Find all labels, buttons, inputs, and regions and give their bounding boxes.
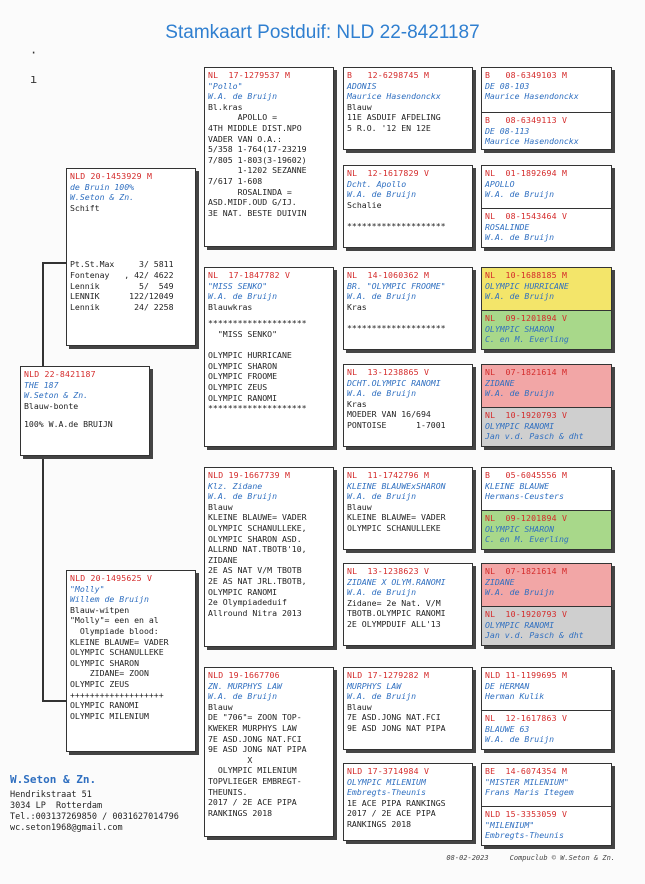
breeder: W.Seton & Zn. [70,192,135,203]
breeder: W.A. de Bruijn [347,189,417,200]
breeder: W.A. de Bruijn [208,691,278,702]
ring-number: NL 01-1892694 M [485,168,568,178]
gen4-sire [482,468,611,510]
page-title: Stamkaart Postduif: NLD 22-8421187 [165,22,480,43]
color: Blauw [347,501,372,512]
breeder: W.A. de Bruijn [347,587,417,598]
pigeon-name: ZN. MURPHYS LAW [208,680,282,691]
results: Pt.St.Max 3/ 5811 Fontenay , 42/ 4622 Lennik 5/ 549 LENNIK 122/12049 Lennik 24/ 2258 [70,259,174,312]
gen3-card [343,364,473,447]
details: 2017 / 2E ACE PIPA RANKINGS 2018 [347,808,436,829]
gen4-sire [482,764,611,806]
ring-number: NL 11-1742796 M [347,470,430,480]
ring-number: NL 09-1201894 V [485,313,568,323]
ring-number: B 05-6045556 M [485,470,568,480]
color: Blauw-witpen [70,604,130,615]
breeder: W.A. de Bruijn [347,388,417,399]
breeder: W.A. de Bruijn [347,691,417,702]
pigeon-name: DE 08-113 [485,125,530,136]
ring-number: NL 10-1688185 M [485,270,568,280]
gen4-dam [482,806,611,846]
ring-number: NLD 17-3714984 V [347,766,430,776]
color: Blauw-bonte [24,400,79,411]
color: Blauw [347,101,372,112]
pigeon-name: DE HERMAN [485,680,530,691]
pigeon-name: APOLLO [485,178,515,189]
pigeon-name: MURPHYS LAW [347,680,402,691]
breeder: Willem de Bruijn [70,594,149,605]
ring-number: NL 13-1238865 V [347,367,430,377]
breeder: Hermans-Ceusters [485,491,564,502]
color: Blauw [208,501,233,512]
breeder: W.A. de Bruijn [485,232,555,243]
pigeon-name: DCHT.OLYMPIC RANOMI [347,377,441,388]
ring-number: NL 12-1617863 V [485,713,568,723]
breeder: C. en M. Everling [485,334,569,345]
ring-number: NL 07-1821614 M [485,566,568,576]
dam-dam-card [204,667,334,837]
gen3-card [343,563,473,646]
sire-dam-card [204,267,334,447]
gen4-sire [482,68,611,112]
details: DE "706"= ZOON TOP- KWEKER MURPHYS LAW 7E ASD.JONG NAT.FCI 9E ASD JONG NAT PIPA X OLYMPIC MILENIUM TOPVLIEGER EMBREGT- THEUNIS. 2017 / 2E ACE PIPA RANKINGS 2018 [208,712,307,818]
ring-number: NL 14-1060362 M [347,270,430,280]
ring-number: NL 10-1920793 V [485,609,568,619]
pigeon-name: de Bruin 100% [70,181,135,192]
ring-number: B 12-6298745 M [347,70,430,80]
dam-sire-card [204,467,334,647]
ring-number: NLD 19-1667739 M [208,470,291,480]
pigeon-name: ZIDANE [485,377,515,388]
connector-line [42,262,67,264]
color: Kras [347,398,367,409]
gen4-dam [482,208,611,248]
breeder: W.A. de Bruijn [347,291,417,302]
color: Kras [347,301,367,312]
pigeon-name: ZIDANE X OLYM.RANOMI [347,576,446,587]
ring-number: NL 12-1617829 V [347,168,430,178]
gen4-dam [482,112,611,150]
owner-address: Hendrikstraat 51 3034 LP Rotterdam Tel.:003137269850 / 0031627014796 wc.seton1968@gmail.com [10,790,179,833]
gen4-dam [482,510,611,550]
color: Schalie [347,199,382,210]
breeder: W.A. de Bruijn [485,734,555,745]
pigeon-name: OLYMPIC RANOMI [485,420,555,431]
gen4-sire [482,365,611,407]
ring-number: NL 13-1238623 V [347,566,430,576]
color: Blauwkras [208,301,253,312]
pigeon-name: BR. "OLYMPIC FROOME" [347,280,446,291]
gen3-card [343,267,473,350]
sire-sire-card [204,67,334,247]
pigeon-name: OLYMPIC HURRICANE [485,280,569,291]
pigeon-name: ADONIS [347,80,377,91]
pigeon-name: OLYMPIC SHARON [485,523,555,534]
gen4-pair-card [481,763,612,846]
sire-card [66,168,196,346]
subject-card [20,366,150,456]
pigeon-name: "Molly" [70,583,105,594]
pigeon-name: KLEINE BLAUWE [485,480,550,491]
gen4-sire [482,564,611,606]
breeder: W.A. de Bruijn [485,587,555,598]
ring-number: NL 09-1201894 V [485,513,568,523]
gen3-card [343,667,473,750]
gen4-dam [482,310,611,350]
ring-number: NLD 15-3353059 V [485,809,568,819]
ring-number: B 08-6349113 V [485,115,568,125]
ring-number: NL 17-1847782 V [208,270,291,280]
breeder: W.Seton & Zn. [24,390,89,401]
breeder: Herman Kulik [485,691,545,702]
pigeon-name: THE 187 [24,379,59,390]
details: ******************** "MISS SENKO" OLYMPIC HURRICANE OLYMPIC SHARON OLYMPIC FROOME OLYMPIC ZEUS OLYMPIC RANOMI ******************** [208,318,307,414]
gen3-card [343,467,473,550]
pigeon-name: KLEINE BLAUWExSHARON [347,480,446,491]
ring-number: NLD 20-1495625 V [70,573,153,583]
pigeon-name: "MISS SENKO" [208,280,268,291]
ring-number: BE 14-6074354 M [485,766,568,776]
gen4-sire [482,668,611,710]
details: KLEINE BLAUWE= VADER OLYMPIC SCHANULLEKE [347,512,446,533]
pigeon-name: OLYMPIC MILENIUM [347,776,426,787]
color: Blauw [347,701,372,712]
details: APOLLO = 4TH MIDDLE DIST.NPO VADER VAN O.A.: 5/358 1-764(17-23219 7/805 1-803(3-19602) 1-1202 SEZANNE 7/617 1-608 ROSALINDA = ASD.MIDF.OUD G/IJ. 3E NAT. BESTE DUIVIN [208,112,307,218]
ring-number: B 08-6349103 M [485,70,568,80]
owner-name: W.Seton & Zn. [10,773,97,786]
ring-number: NLD 11-1199695 M [485,670,568,680]
breeder: Maurice Hasendonckx [485,136,579,147]
gen4-pair-card [481,67,612,150]
breeder: W.A. de Bruijn [208,91,278,102]
breeder: W.A. de Bruijn [208,491,278,502]
gen4-pair-card [481,467,612,550]
ring-number: NLD 19-1667706 [208,670,280,680]
breeder: Maurice Hasendonckx [485,91,579,102]
gen4-sire [482,268,611,310]
ring-number: NL 07-1821614 M [485,367,568,377]
connector-line [42,700,67,702]
details: "Molly"= een en al Olympiade blood: KLEINE BLAUWE= VADER OLYMPIC SCHANULLEKE OLYMPIC SHARON ZIDANE= ZOON OLYMPIC ZEUS +++++++++++++++++++ OLYMPIC RANOMI OLYMPIC MILENIUM [70,615,169,721]
pigeon-name: ROSALINDE [485,221,530,232]
breeder: W.A. de Bruijn [485,388,555,399]
color: Blauw [208,701,233,712]
gen4-dam [482,710,611,750]
pigeon-name: Klz. Zidane [208,480,263,491]
pigeon-name: "Pollo" [208,80,243,91]
gen4-pair-card [481,667,612,750]
details: ******************** [347,322,446,333]
ring-number: NLD 20-1453929 M [70,171,153,181]
ring-number: NLD 22-8421187 [24,369,96,379]
margin-mark: · [30,46,38,60]
breeder: W.A. de Bruijn [485,189,555,200]
pigeon-name: OLYMPIC RANOMI [485,619,555,630]
details: ******************** [347,220,446,231]
gen4-dam [482,606,611,646]
gen3-card [343,763,473,841]
breeder: C. en M. Everling [485,534,569,545]
pigeon-name: "MILENIUM" [485,819,535,830]
breeder: Embregts-Theunis [347,787,426,798]
gen4-sire [482,166,611,208]
breeder: Jan v.d. Pasch & dht [485,630,584,641]
details: KLEINE BLAUWE= VADER OLYMPIC SCHANULLEKE, OLYMPIC SHARON ASD. ALLRND NAT.TBOTB'10, ZIDANE 2E AS NAT V/M TBOTB 2E AS NAT JRL.TBOTB, OLYMPIC RANOMI 2e Olympiadeduif Allround Nitra 2013 [208,512,307,618]
color: Bl.kras [208,101,243,112]
color: Schift [70,202,100,213]
pigeon-name: DE 08-103 [485,80,530,91]
details: 7E ASD.JONG NAT.FCI 9E ASD JONG NAT PIPA [347,712,446,733]
ring-number: NL 10-1920793 V [485,410,568,420]
breeder: W.A. de Bruijn [485,291,555,302]
breeder: Embregts-Theunis [485,830,564,841]
details: 11E ASDUIF AFDELING 5 R.O. '12 EN 12E [347,112,441,133]
color: Zidane= 2e Nat. V/M [347,597,441,608]
gen4-dam [482,407,611,447]
gen4-pair-card [481,364,612,447]
pigeon-name: "MISTER MILENIUM" [485,776,569,787]
ring-number: NL 17-1279537 M [208,70,291,80]
details: MOEDER VAN 16/694 PONTOISE 1-7001 [347,409,446,430]
breeder: W.A. de Bruijn [208,291,278,302]
pigeon-name: ZIDANE [485,576,515,587]
gen3-card [343,67,473,150]
margin-mark: ı [30,72,38,86]
connector-line [42,262,44,702]
breeder: Frans Maris Itegem [485,787,574,798]
print-footer: 08-02-2023 Compuclub © W.Seton & Zn. [446,854,615,862]
ring-number: NL 08-1543464 V [485,211,568,221]
pigeon-name: Dcht. Apollo [347,178,407,189]
pigeon-name: BLAUWE 63 [485,723,530,734]
gen4-pair-card [481,165,612,248]
breeder: Maurice Hasendonckx [347,91,441,102]
gen3-card [343,165,473,248]
ring-number: NLD 17-1279282 M [347,670,430,680]
details: TBOTB.OLYMPIC RANOMI 2E OLYMPDUIF ALL'13 [347,608,446,629]
breeder: W.A. de Bruijn [347,491,417,502]
gen4-pair-card [481,563,612,646]
gen4-pair-card [481,267,612,350]
note: 100% W.A.de BRUIJN [24,419,113,430]
pigeon-name: OLYMPIC SHARON [485,323,555,334]
breeder: Jan v.d. Pasch & dht [485,431,584,442]
color: 1E ACE PIPA RANKINGS [347,797,446,808]
dam-card [66,570,196,752]
